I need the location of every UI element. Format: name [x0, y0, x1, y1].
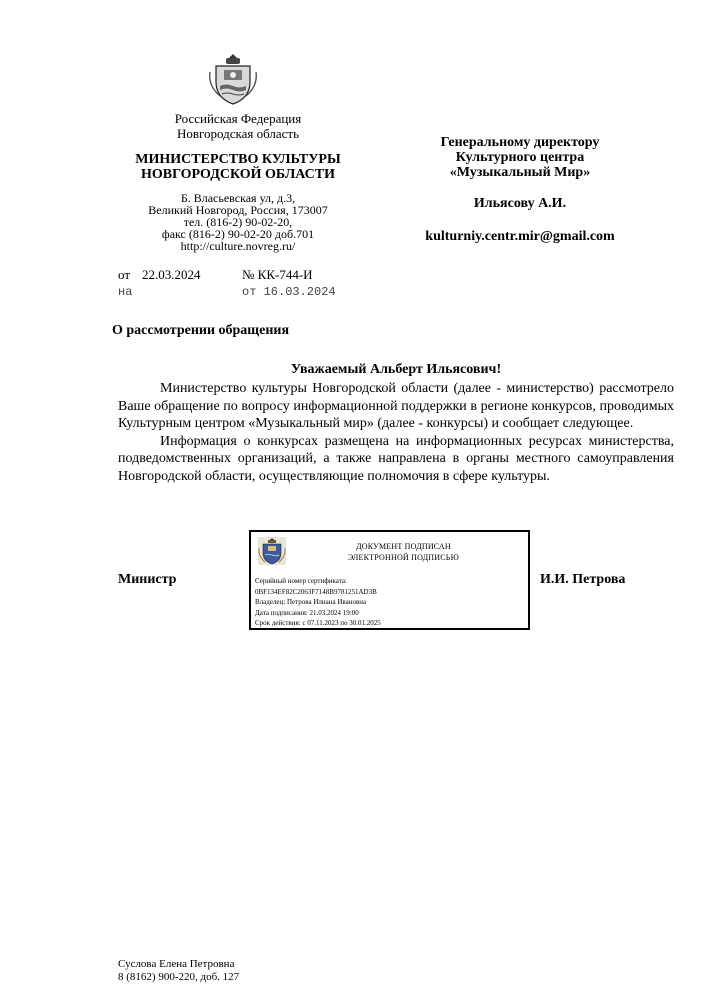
electronic-signature-stamp	[249, 530, 530, 630]
recipient-organization: Культурного центра	[455, 150, 585, 165]
country-name: Российская Федерация	[174, 111, 302, 126]
certificate-number: 0BF134EF82C2063F7148B9781251AD3B	[255, 587, 377, 596]
document-number: № КК-744-И	[242, 267, 313, 282]
signer-position: Министр	[118, 572, 177, 587]
recipient-position: Генеральному директору	[440, 135, 600, 150]
recipient-email[interactable]: kulturniy.centr.mir@gmail.com	[425, 229, 615, 244]
address-line: Б. Власьевская ул, д.3,	[180, 191, 296, 205]
ministry-name-line1: МИНИСТЕРСТВО КУЛЬТУРЫ	[135, 152, 341, 167]
certificate-validity: Срок действия: с 07.11.2023 по 30.01.2025	[255, 619, 381, 627]
website-link[interactable]: http://culture.novreg.ru/	[180, 239, 296, 253]
ministry-name-line2: НОВГОРОДСКОЙ ОБЛАСТИ	[140, 167, 336, 182]
letter-subject: О рассмотрении обращения	[112, 323, 290, 338]
executor-phone: 8 (8162) 900-220, доб. 127	[118, 971, 240, 983]
stamp-title-line2: ЭЛЕКТРОННОЙ ПОДПИСЬЮ	[347, 553, 460, 562]
document-date: 22.03.2024	[142, 267, 201, 282]
date-prefix: от	[118, 267, 131, 282]
certificate-owner: Владелец: Петрова Илиана Ивановна	[255, 598, 367, 606]
executor-name: Суслова Елена Петровна	[118, 958, 235, 970]
letter-body	[118, 380, 674, 485]
signer-name: И.И. Петрова	[540, 572, 626, 587]
greeting: Уважаемый Альберт Ильясович!	[290, 362, 502, 377]
region-name: Новгородская область	[176, 126, 300, 141]
body-paragraph: Информация о конкурсах размещена на информационных ресурсах министерства, подведомственных организаций, а также направлена в органы местного самоуправления Новгородской области, осуществляющие полномочия в сфере культуры.	[118, 433, 674, 484]
signed-date: Дата подписания: 21.03.2024 19:00	[255, 608, 359, 617]
reply-prefix: на	[118, 285, 133, 299]
phone-line: тел. (816-2) 90-02-20,	[183, 215, 293, 229]
certificate-label: Серийный номер сертификата:	[255, 577, 347, 585]
fax-line: факс (816-2) 90-02-20 доб.701	[161, 227, 315, 241]
recipient-organization-name: «Музыкальный Мир»	[449, 165, 591, 180]
address-line: Великий Новгород, Россия, 173007	[148, 203, 328, 217]
executor-info	[118, 958, 239, 984]
recipient-name: Ильясову А.И.	[473, 196, 567, 211]
reply-date: от 16.03.2024	[242, 285, 336, 299]
body-paragraph: Министерство культуры Новгородской области (далее - министерство) рассмотрело Ваше обращение по вопросу информационной поддержки в регионе конкурсов, проводимых Культурным центром «Музыкальный мир» (далее - конкурсы) и сообщает следующее.	[118, 381, 674, 431]
stamp-title-line1: ДОКУМЕНТ ПОДПИСАН	[356, 542, 451, 551]
coat-of-arms-icon	[206, 52, 260, 106]
